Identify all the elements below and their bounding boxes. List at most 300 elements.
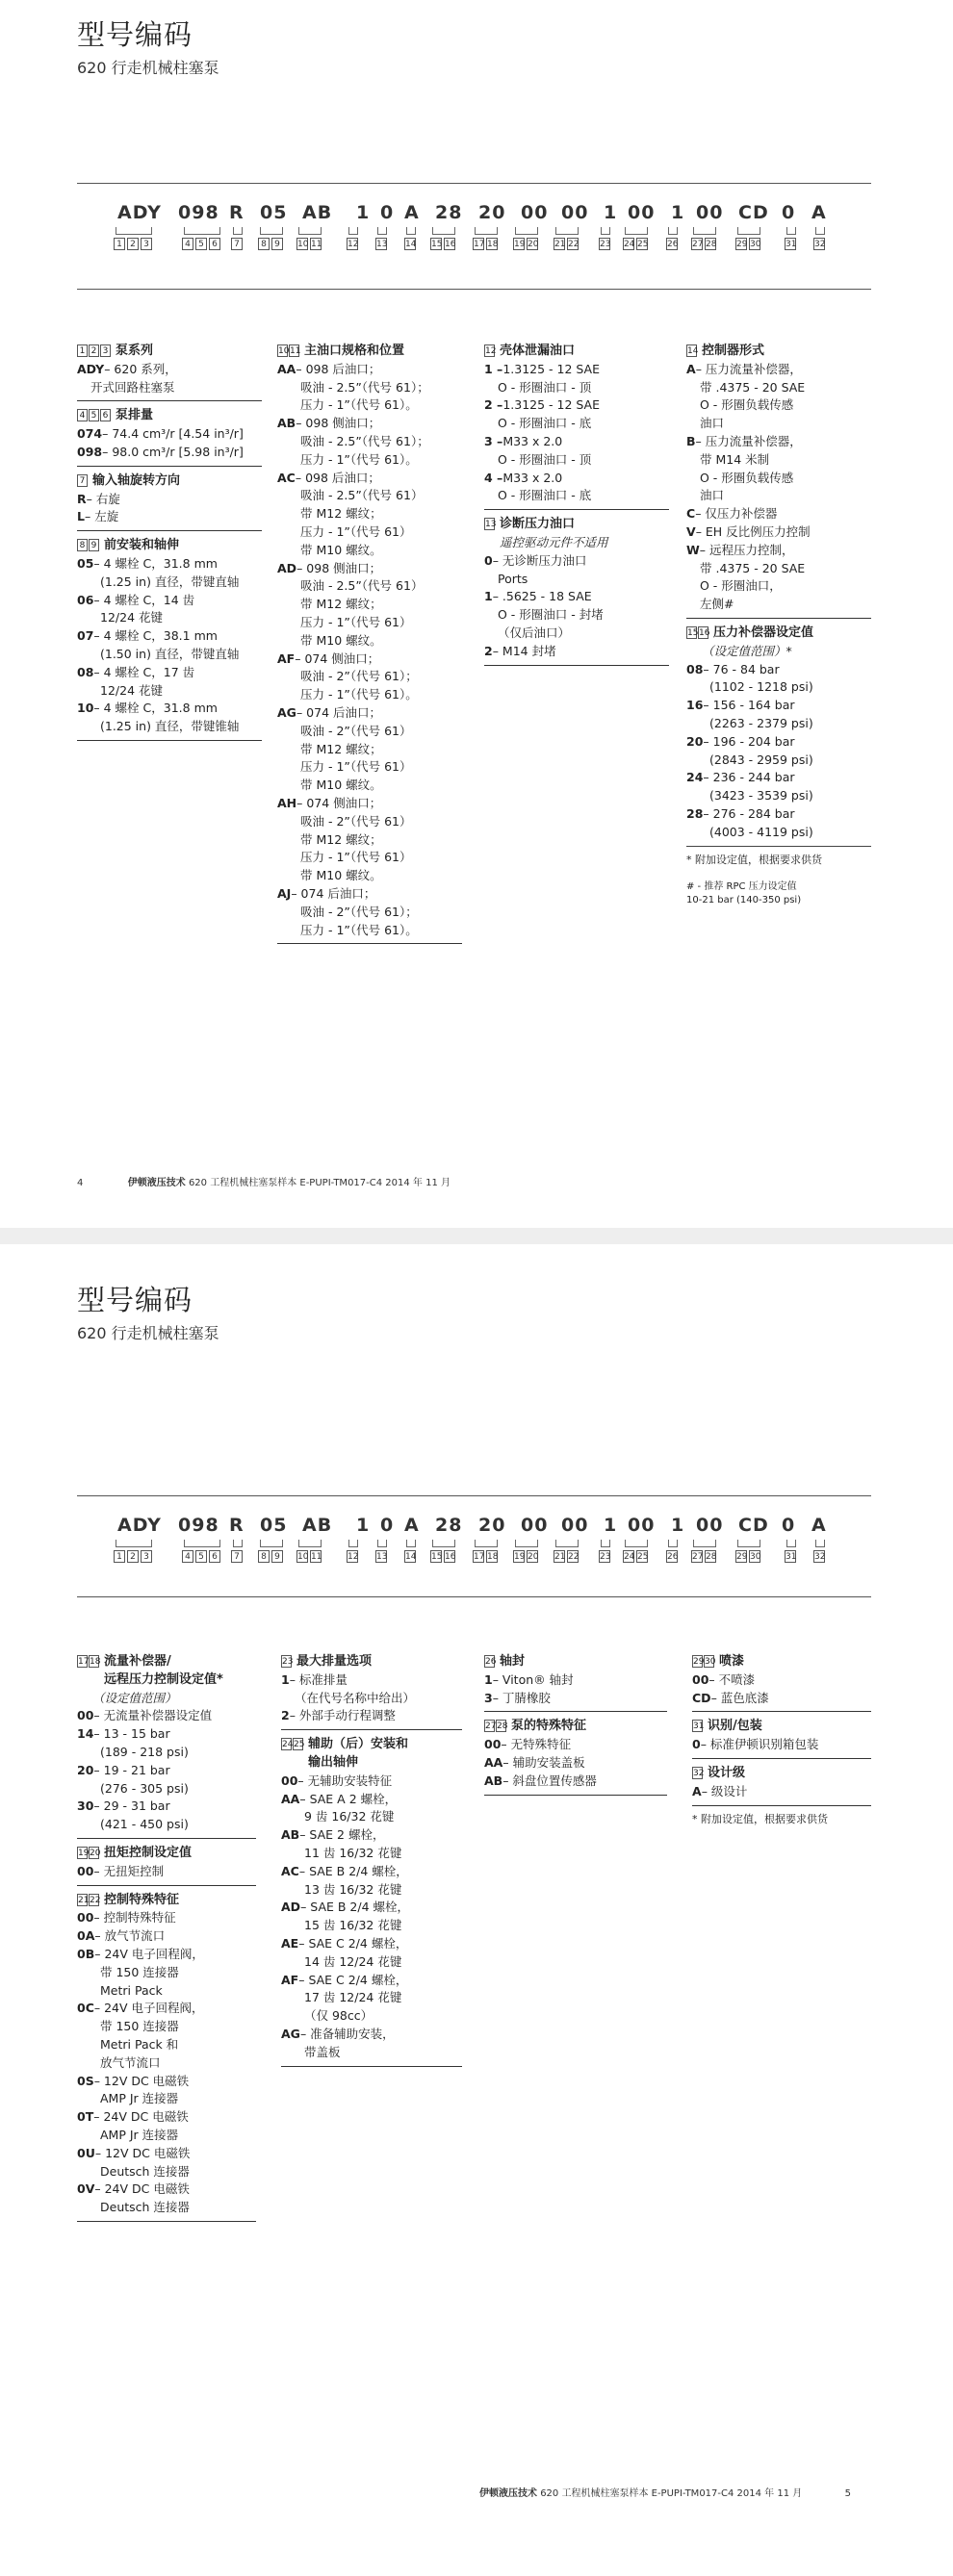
- code-segment: 00: [628, 1515, 656, 1536]
- option-desc: O - 形圈油口 - 顶: [498, 451, 592, 467]
- section-title-wrap: [719, 1653, 744, 1671]
- code-bracket: [233, 227, 243, 235]
- option-code: V: [686, 523, 696, 539]
- code-segment: ADY: [117, 202, 162, 223]
- option-row: [281, 1953, 462, 1972]
- option-row: [686, 505, 871, 523]
- position-box: 7: [77, 474, 88, 487]
- option-code: AC: [281, 1863, 299, 1878]
- option-row: [484, 1754, 667, 1773]
- section-title: 壳体泄漏油口: [500, 344, 576, 358]
- option-row: [281, 1826, 462, 1845]
- option-code: 20: [686, 733, 704, 749]
- option-desc: – 无扭矩控制: [93, 1863, 165, 1878]
- footer: [77, 1174, 451, 1188]
- option-row: [77, 664, 262, 682]
- option-row: [686, 451, 871, 470]
- column-1: [77, 343, 262, 747]
- position-box: 14: [405, 1552, 417, 1562]
- option-desc: M33 x 2.0: [502, 433, 563, 448]
- option-row: [277, 831, 462, 850]
- option-row: [484, 451, 669, 470]
- divider: [77, 1596, 871, 1597]
- code-bracket: [260, 1540, 283, 1547]
- code-bracket: [233, 1540, 243, 1547]
- column-4: [692, 1653, 871, 1826]
- position-box: 13: [376, 240, 388, 249]
- option-desc: – 76 - 84 bar: [703, 661, 780, 676]
- option-row: [484, 361, 669, 379]
- code-bracket: [298, 1540, 322, 1547]
- position-box: 30: [750, 1552, 761, 1562]
- position-box: 21: [78, 1895, 90, 1905]
- option-code: 074: [77, 426, 103, 442]
- position-box: 19: [514, 240, 526, 249]
- option-desc: 吸油 - 2”（代号 61）；: [300, 669, 418, 684]
- code-bracket: [348, 227, 358, 235]
- code-bracket: [184, 227, 220, 235]
- option-row: [277, 904, 462, 922]
- option-code: 098: [77, 444, 103, 459]
- option-row: [277, 686, 462, 704]
- option-code: 0S: [77, 2073, 94, 2088]
- option-row: [277, 542, 462, 560]
- option-code: 14: [77, 1726, 94, 1742]
- position-box: 11: [290, 346, 301, 356]
- code-bracket: [815, 1540, 825, 1547]
- option-row: [484, 588, 669, 606]
- section-title-wrap: [708, 1718, 762, 1736]
- option-desc: – 098 侧油口；: [296, 560, 382, 575]
- option-desc: – 级设计: [701, 1783, 748, 1798]
- option-desc: – 不喷漆: [708, 1671, 756, 1687]
- option-desc: – 远程压力控制，: [699, 542, 794, 557]
- option-desc: – 4 螺栓 C，14 齿: [93, 592, 195, 607]
- section-header: [77, 537, 262, 555]
- option-desc: Metri Pack 和: [100, 2036, 179, 2052]
- option-desc: – SAE C 2/4 螺栓，: [298, 1935, 408, 1951]
- code-section: [484, 1653, 667, 1712]
- code-segment: R: [229, 1515, 245, 1536]
- option-code: 00: [77, 1863, 94, 1878]
- option-code: AG: [277, 704, 296, 720]
- section-title: 控制特殊特征: [104, 1892, 180, 1907]
- footnote: # - 推荐 RPC 压力设定值: [686, 880, 797, 892]
- option-row: [686, 470, 871, 488]
- option-row: [277, 470, 462, 488]
- option-code: 2 –: [484, 397, 503, 413]
- option-row: [277, 885, 462, 904]
- code-section: [77, 407, 262, 466]
- position-box: 4: [77, 409, 88, 421]
- position-box: 22: [568, 240, 580, 249]
- position-box: 1: [114, 1550, 125, 1563]
- option-desc: 带 M12 螺纹；: [300, 741, 382, 756]
- position-boxes: [277, 343, 299, 357]
- option-desc: – SAE 2 螺栓，: [299, 1827, 385, 1843]
- position-box: 25: [294, 1740, 305, 1750]
- option-row: [277, 741, 462, 759]
- position-boxes: [686, 625, 708, 639]
- option-row: [77, 682, 262, 701]
- page-5: [0, 1244, 953, 2576]
- option-desc: (1.25 in) 直径，带键锥轴: [100, 719, 240, 734]
- option-desc: – SAE B 2/4 螺栓，: [300, 1900, 410, 1915]
- option-row: [484, 552, 669, 571]
- option-code: 20: [77, 1762, 94, 1777]
- position-box: 10: [297, 1552, 309, 1562]
- code-segment: 0: [782, 1515, 796, 1536]
- position-box: 24: [624, 1552, 635, 1562]
- option-desc: O - 形圈油口 - 底: [498, 416, 592, 431]
- code-bracket: [815, 227, 825, 235]
- position-box: 9: [271, 238, 283, 250]
- option-desc: – 074 后油口；: [296, 704, 381, 720]
- option-row: [692, 1671, 871, 1690]
- option-row: [281, 1808, 462, 1826]
- option-desc: – SAE C 2/4 螺栓，: [298, 1972, 408, 1987]
- position-box: 23: [282, 1657, 294, 1667]
- position-box: 18: [90, 1657, 101, 1667]
- position-box: 12: [485, 346, 497, 356]
- option-row: [484, 470, 669, 488]
- option-code: AB: [277, 416, 296, 431]
- option-code: AG: [281, 2026, 300, 2041]
- code-section: [484, 343, 669, 510]
- position-box: 3: [100, 344, 111, 357]
- position-boxes: [484, 343, 495, 357]
- option-row: [281, 1863, 462, 1881]
- position-box: 11: [311, 1552, 322, 1562]
- option-code: AE: [281, 1935, 299, 1951]
- option-desc: 带 M10 螺纹。: [300, 542, 382, 557]
- option-row: [686, 661, 871, 679]
- position-boxes: [77, 472, 88, 487]
- option-desc: 带 M10 螺纹。: [300, 632, 382, 648]
- section-title: 前安装和轴伸: [104, 538, 180, 553]
- option-row: [77, 2163, 256, 2181]
- option-row: [686, 805, 871, 824]
- option-desc: (1.50 in) 直径，带键直轴: [100, 646, 240, 661]
- section-subtitle: （设定值范围）*: [702, 643, 792, 658]
- option-desc: – 074 侧油口；: [295, 650, 380, 666]
- section-title-wrap: [500, 343, 575, 361]
- option-desc: – 无特殊特征: [501, 1737, 572, 1752]
- position-boxes: [77, 407, 111, 421]
- position-box: 2: [127, 1550, 139, 1563]
- position-box: 17: [474, 1552, 485, 1562]
- option-desc: 带 150 连接器: [100, 2019, 179, 2034]
- section-title-wrap: [116, 407, 153, 425]
- divider: [77, 289, 871, 290]
- option-desc: – SAE B 2/4 螺栓，: [298, 1863, 408, 1878]
- option-code: 00: [692, 1671, 709, 1687]
- option-row: [77, 2054, 256, 2073]
- option-row: [281, 1791, 462, 1809]
- option-desc: 1.3125 - 12 SAE: [502, 397, 601, 413]
- code-bracket: [668, 1540, 678, 1547]
- code-segment: 05: [260, 1515, 288, 1536]
- option-row: [77, 1762, 256, 1780]
- option-desc: 带 M14 米制: [700, 451, 770, 467]
- option-desc: M33 x 2.0: [502, 470, 563, 485]
- option-desc: 压力 - 1”（代号 61）。: [300, 451, 418, 467]
- section-title-wrap: [92, 472, 180, 491]
- option-desc: – EH 反比例压力控制: [695, 523, 811, 539]
- option-desc: 带 M10 螺纹。: [300, 778, 382, 793]
- option-desc: 吸油 - 2”（代号 61）；: [300, 904, 418, 919]
- option-desc: (189 - 218 psi): [100, 1744, 189, 1759]
- option-row: [77, 1780, 256, 1798]
- option-code: AF: [281, 1972, 299, 1987]
- option-row: [77, 592, 262, 610]
- code-section: [484, 1718, 667, 1795]
- option-row: [484, 571, 669, 589]
- option-desc: 带盖板: [304, 2044, 341, 2059]
- option-code: AC: [277, 470, 296, 485]
- section-subtitle: 遥控驱动元件不适用: [500, 534, 608, 549]
- code-bracket: [432, 227, 455, 235]
- code-section: [77, 472, 262, 531]
- code-segment: 1: [356, 1515, 371, 1536]
- position-box: 20: [528, 1552, 539, 1562]
- option-desc: – 24V DC 电磁铁: [93, 2109, 189, 2125]
- option-code: C: [686, 506, 696, 522]
- option-desc: O - 形圈油口 - 底: [498, 488, 592, 503]
- option-row: [484, 487, 669, 505]
- position-boxes: [77, 537, 99, 551]
- section-title-wrap: [308, 1736, 408, 1773]
- section-subtitle: （设定值范围）: [92, 1690, 177, 1705]
- option-code: 00: [77, 1910, 94, 1926]
- option-desc: – 236 - 244 bar: [703, 770, 795, 785]
- option-row: [277, 867, 462, 885]
- position-boxes: [77, 1845, 99, 1859]
- footer-text: 620 工程机械柱塞泵样本 E-PUPI-TM017-C4 2014 年 11 月: [540, 2488, 803, 2499]
- option-code: W: [686, 542, 700, 557]
- position-box: 8: [258, 238, 270, 250]
- section-header: [484, 516, 669, 534]
- option-desc: Ports: [498, 571, 528, 586]
- option-code: 0B: [77, 1946, 95, 1961]
- column-3: [484, 1653, 667, 1801]
- page-number: 5: [844, 2488, 851, 2499]
- option-desc: AMP Jr 连接器: [100, 2091, 179, 2106]
- option-desc: – 620 系列，: [104, 361, 177, 376]
- option-desc: 油口: [700, 488, 725, 503]
- code-segment: 00: [561, 202, 589, 223]
- option-row: [686, 715, 871, 733]
- footer: [479, 2485, 851, 2499]
- position-box: 14: [405, 240, 417, 249]
- position-box: 28: [497, 1722, 508, 1732]
- position-box: 4: [182, 1550, 193, 1563]
- option-desc: Metri Pack: [100, 1982, 163, 1998]
- option-row: [686, 824, 871, 842]
- option-desc: – M14 封堵: [492, 643, 556, 658]
- code-bracket: [377, 1540, 387, 1547]
- code-bracket: [406, 227, 416, 235]
- option-desc: – 074 后油口；: [291, 885, 376, 901]
- position-box: 31: [786, 240, 797, 249]
- option-desc: – 4 螺栓 C，31.8 mm: [93, 701, 218, 716]
- option-row: [484, 606, 669, 625]
- option-row: [77, 1798, 256, 1816]
- position-box: 15: [687, 627, 699, 638]
- option-row: [281, 1690, 462, 1708]
- option-desc: – 左旋: [84, 509, 119, 524]
- option-row: [277, 632, 462, 650]
- option-row: [484, 396, 669, 415]
- position-box: 21: [554, 240, 566, 249]
- option-code: 06: [77, 592, 94, 607]
- column-3: [484, 343, 669, 672]
- position-box: 32: [814, 1552, 826, 1562]
- section-title: 识别/包装: [708, 1719, 762, 1734]
- option-desc: – 放气节流口: [94, 1928, 166, 1944]
- option-row: [281, 1899, 462, 1917]
- section-title-wrap: [511, 1718, 586, 1736]
- code-segment: A: [811, 1515, 827, 1536]
- option-code: CD: [692, 1690, 711, 1705]
- section-title: 轴封: [500, 1654, 526, 1669]
- section-title: 辅助（后）安装和: [308, 1737, 409, 1752]
- column-4: [686, 343, 871, 907]
- option-desc: – 控制特殊特征: [93, 1910, 176, 1926]
- code-section: [692, 1765, 871, 1806]
- option-code: 1: [484, 1671, 493, 1687]
- option-row: [484, 1690, 667, 1708]
- option-row: [277, 505, 462, 523]
- option-desc: 吸油 - 2.5”（代号 61）: [300, 578, 424, 594]
- option-desc: – 074 侧油口；: [296, 795, 382, 810]
- option-desc: 吸油 - 2”（代号 61）: [300, 813, 412, 829]
- option-code: AA: [484, 1754, 503, 1770]
- option-row: [277, 723, 462, 741]
- option-code: 05: [77, 555, 94, 571]
- section-header: [77, 1653, 256, 1690]
- code-section: [692, 1653, 871, 1712]
- option-row: [77, 1725, 256, 1744]
- section-header: [484, 343, 669, 361]
- option-row: [77, 609, 262, 627]
- divider: [77, 1495, 871, 1496]
- option-row: [281, 1989, 462, 2007]
- option-desc: （仅 98cc）: [304, 2008, 373, 2024]
- section-header: [77, 407, 262, 425]
- page-number: 4: [77, 1178, 84, 1188]
- option-desc: – 压力流量补偿器，: [695, 361, 802, 376]
- code-segment: 05: [260, 202, 288, 223]
- column-1: [77, 1653, 256, 2228]
- position-box: 19: [78, 1848, 90, 1858]
- option-row: [77, 1964, 256, 1982]
- position-box: 1: [114, 238, 125, 250]
- code-segment: 0: [380, 202, 395, 223]
- option-row: [77, 1909, 256, 1927]
- option-desc: 压力 - 1”（代号 61）: [300, 523, 412, 539]
- position-box: 9: [89, 539, 99, 551]
- position-boxes: [692, 1718, 703, 1732]
- code-segment: 00: [696, 202, 724, 223]
- option-desc: 放气节流口: [100, 2054, 161, 2070]
- code-bracket: [515, 227, 538, 235]
- option-row: [277, 849, 462, 867]
- position-box: 27: [692, 240, 704, 249]
- option-row: [77, 646, 262, 664]
- option-desc: 带 M12 螺纹；: [300, 506, 382, 522]
- option-row: [686, 769, 871, 787]
- position-boxes: [692, 1765, 703, 1779]
- position-box: 19: [514, 1552, 526, 1562]
- code-bracket: [737, 1540, 760, 1547]
- option-desc: Deutsch 连接器: [100, 2200, 190, 2215]
- option-row: [77, 1816, 256, 1834]
- position-box: 12: [348, 240, 359, 249]
- option-code: AJ: [277, 885, 292, 901]
- option-row: [281, 1935, 462, 1953]
- code-segment: 1: [671, 202, 685, 223]
- option-desc: 13 齿 16/32 花键: [304, 1881, 402, 1897]
- option-desc: – 标准伊顿识别箱包装: [700, 1737, 819, 1752]
- position-box: 15: [431, 240, 443, 249]
- code-segment: 1: [604, 1515, 618, 1536]
- section-header: [484, 1718, 667, 1736]
- page-4: [0, 0, 953, 1228]
- position-box: 6: [100, 409, 111, 421]
- option-row: [484, 625, 669, 643]
- section-title-wrap: [104, 1892, 179, 1910]
- option-row: [484, 1736, 667, 1754]
- section-header: [281, 1653, 462, 1671]
- option-code: 10: [77, 701, 94, 716]
- option-desc: – 辅助安装盖板: [502, 1754, 585, 1770]
- option-row: [277, 415, 462, 433]
- option-row: [277, 922, 462, 940]
- option-row: [484, 1671, 667, 1690]
- position-box: 10: [297, 240, 309, 249]
- code-bracket: [475, 227, 498, 235]
- option-desc: – 24V DC 电磁铁: [94, 2181, 190, 2197]
- code-segment: 00: [561, 1515, 589, 1536]
- option-row: [77, 1927, 256, 1946]
- code-bracket: [737, 227, 760, 235]
- option-desc: – 19 - 21 bar: [93, 1762, 170, 1777]
- code-bracket: [515, 1540, 538, 1547]
- position-box: 26: [667, 240, 679, 249]
- code-bracket: [601, 1540, 610, 1547]
- code-segment: 20: [478, 202, 506, 223]
- option-code: AF: [277, 650, 296, 666]
- option-row: [686, 542, 871, 560]
- section-header: [692, 1765, 871, 1783]
- code-segment: A: [404, 1515, 420, 1536]
- code-segment: 28: [435, 1515, 463, 1536]
- option-row: [692, 1783, 871, 1801]
- position-box: 23: [600, 1552, 611, 1562]
- position-boxes: [692, 1653, 714, 1668]
- option-row: [277, 813, 462, 831]
- option-row: [77, 1863, 256, 1881]
- position-boxes: [281, 1736, 303, 1750]
- option-desc: – 4 螺栓 C，17 齿: [93, 664, 195, 679]
- code-segment: 28: [435, 202, 463, 223]
- option-row: [686, 560, 871, 578]
- option-desc: – 24V 电子回程阀，: [94, 1946, 204, 1961]
- page-subtitle: 620 行走机械柱塞泵: [77, 1324, 219, 1342]
- section-title-wrap: [296, 1653, 372, 1671]
- code-bracket: [260, 227, 283, 235]
